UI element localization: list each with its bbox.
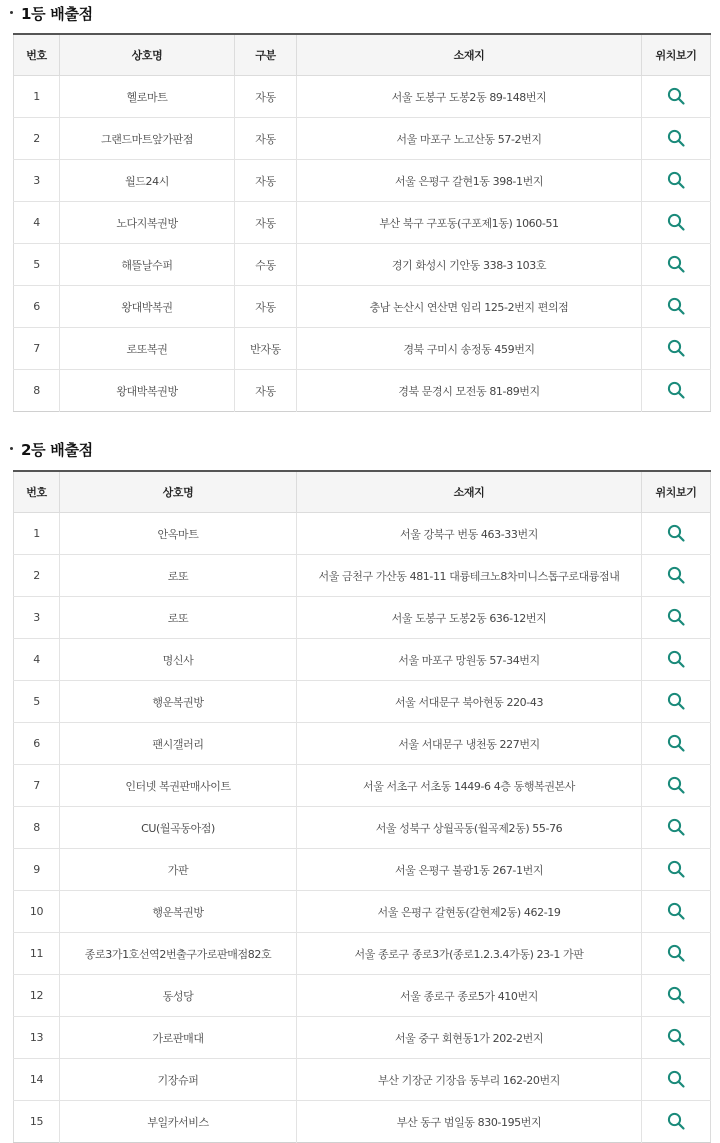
table-header-row <box>14 471 711 513</box>
cell-no: 3 <box>14 160 60 202</box>
search-icon-glyph <box>666 86 686 106</box>
cell-name: 부일카서비스 <box>60 1101 297 1143</box>
table-row <box>14 1017 711 1059</box>
cell-view <box>642 807 711 849</box>
cell-no: 7 <box>14 765 60 807</box>
cell-no: 7 <box>14 328 60 370</box>
bullet-icon <box>10 447 13 450</box>
search-icon[interactable] <box>665 901 687 923</box>
cell-address: 서울 종로구 종로3가(종로1.2.3.4가동) 23-1 가판 <box>297 933 642 975</box>
table-row <box>14 244 711 286</box>
cell-address: 서울 성북구 상월곡동(월곡제2동) 55-76 <box>297 807 642 849</box>
cell-address: 서울 은평구 불광1동 267-1번지 <box>297 849 642 891</box>
cell-view <box>642 639 711 681</box>
cell-view <box>642 681 711 723</box>
search-icon[interactable] <box>665 1111 687 1133</box>
cell-no: 4 <box>14 639 60 681</box>
cell-view <box>642 723 711 765</box>
column-header-address: 소재지 <box>297 34 642 76</box>
cell-no: 1 <box>14 513 60 555</box>
search-icon[interactable] <box>665 170 687 192</box>
search-icon-glyph <box>666 380 686 400</box>
cell-no: 2 <box>14 555 60 597</box>
cell-type: 자동 <box>235 202 297 244</box>
cell-address: 충남 논산시 연산면 임리 125-2번지 편의점 <box>297 286 642 328</box>
cell-no: 11 <box>14 933 60 975</box>
cell-name: 노다지복권방 <box>60 202 235 244</box>
cell-address: 경북 문경시 모전동 81-89번지 <box>297 370 642 412</box>
cell-name: 월드24시 <box>60 160 235 202</box>
cell-address: 부산 기장군 기장읍 동부리 162-20번지 <box>297 1059 642 1101</box>
table-row <box>14 513 711 555</box>
cell-name: 동성당 <box>60 975 297 1017</box>
search-icon[interactable] <box>665 859 687 881</box>
cell-name: 왕대박복권방 <box>60 370 235 412</box>
cell-name: 행운복권방 <box>60 891 297 933</box>
table-row <box>14 891 711 933</box>
cell-address: 서울 종로구 종로5가 410번지 <box>297 975 642 1017</box>
cell-name: 로또 <box>60 597 297 639</box>
search-icon-glyph <box>666 1069 686 1089</box>
table-row <box>14 76 711 118</box>
cell-no: 4 <box>14 202 60 244</box>
table-header-row <box>14 34 711 76</box>
cell-view <box>642 76 711 118</box>
section-title-second <box>10 439 93 460</box>
search-icon-glyph <box>666 775 686 795</box>
search-icon-glyph <box>666 212 686 232</box>
cell-view <box>642 891 711 933</box>
cell-name: 로또복권 <box>60 328 235 370</box>
cell-view <box>642 933 711 975</box>
cell-view <box>642 765 711 807</box>
table-row <box>14 807 711 849</box>
cell-name: 헬로마트 <box>60 76 235 118</box>
cell-type: 자동 <box>235 370 297 412</box>
cell-view <box>642 1059 711 1101</box>
search-icon-glyph <box>666 170 686 190</box>
section-title-text: 1등 배출점 <box>21 5 93 23</box>
cell-name: CU(월곡동아점) <box>60 807 297 849</box>
cell-view <box>642 118 711 160</box>
table-row <box>14 765 711 807</box>
search-icon-glyph <box>666 523 686 543</box>
section-title-text: 2등 배출점 <box>21 441 93 459</box>
cell-view <box>642 849 711 891</box>
search-icon[interactable] <box>665 128 687 150</box>
cell-view <box>642 244 711 286</box>
cell-name: 그랜드마트앞가판점 <box>60 118 235 160</box>
search-icon[interactable] <box>665 817 687 839</box>
second-prize-table <box>13 470 711 1143</box>
cell-name: 명신사 <box>60 639 297 681</box>
cell-view <box>642 160 711 202</box>
cell-no: 1 <box>14 76 60 118</box>
table-row <box>14 286 711 328</box>
cell-no: 13 <box>14 1017 60 1059</box>
cell-view <box>642 286 711 328</box>
cell-view <box>642 1101 711 1143</box>
cell-no: 8 <box>33 384 40 397</box>
search-icon-glyph <box>666 338 686 358</box>
search-icon[interactable] <box>665 1027 687 1049</box>
search-icon-glyph <box>666 607 686 627</box>
cell-view <box>642 202 711 244</box>
search-icon-glyph <box>666 254 686 274</box>
table-row <box>14 975 711 1017</box>
column-header-type: 구분 <box>235 34 297 76</box>
table-row <box>14 202 711 244</box>
cell-name: 가로판매대 <box>60 1017 297 1059</box>
cell-address: 서울 도봉구 도봉2동 636-12번지 <box>297 597 642 639</box>
search-icon[interactable] <box>665 212 687 234</box>
column-header-no: 번호 <box>14 471 60 513</box>
cell-name: 행운복권방 <box>60 681 297 723</box>
cell-address: 서울 은평구 갈현동(갈현제2동) 462-19 <box>297 891 642 933</box>
search-icon-glyph <box>666 901 686 921</box>
cell-name: 종로3가1호선역2번출구가로판매점82호 <box>60 933 297 975</box>
search-icon[interactable] <box>665 733 687 755</box>
cell-address: 경기 화성시 기안동 338-3 103호 <box>297 244 642 286</box>
cell-view <box>642 555 711 597</box>
cell-no: 14 <box>14 1059 60 1101</box>
table-row <box>14 681 711 723</box>
first-prize-table <box>13 33 711 412</box>
search-icon[interactable] <box>665 296 687 318</box>
search-icon[interactable] <box>665 775 687 797</box>
cell-address: 서울 금천구 가산동 481-11 대륭테크노8차미니스톱구로대륭점내 <box>297 555 642 597</box>
cell-address: 경북 구미시 송정동 459번지 <box>297 328 642 370</box>
cell-type: 자동 <box>235 286 297 328</box>
cell-type: 수동 <box>235 244 297 286</box>
cell-name: 해뜰날수퍼 <box>60 244 235 286</box>
table-row <box>14 723 711 765</box>
cell-no: 5 <box>14 244 60 286</box>
search-icon-glyph <box>666 859 686 879</box>
search-icon-glyph <box>666 943 686 963</box>
cell-name: 기장슈퍼 <box>60 1059 297 1101</box>
cell-no: 9 <box>14 849 60 891</box>
cell-address: 부산 북구 구포동(구포제1동) 1060-51 <box>297 202 642 244</box>
search-icon-glyph <box>666 296 686 316</box>
cell-type: 반자동 <box>235 328 297 370</box>
cell-address: 서울 은평구 갈현1동 398-1번지 <box>297 160 642 202</box>
cell-no: 3 <box>14 597 60 639</box>
cell-address: 서울 중구 회현동1가 202-2번지 <box>297 1017 642 1059</box>
cell-no: 15 <box>29 1115 44 1128</box>
cell-no: 12 <box>14 975 60 1017</box>
table-row <box>14 933 711 975</box>
search-icon[interactable] <box>665 649 687 671</box>
cell-view <box>642 597 711 639</box>
cell-no: 8 <box>14 807 60 849</box>
search-icon[interactable] <box>665 985 687 1007</box>
cell-address: 부산 동구 범일동 830-195번지 <box>297 1101 642 1143</box>
cell-name: 왕대박복권 <box>60 286 235 328</box>
search-icon[interactable] <box>665 86 687 108</box>
cell-view <box>642 370 711 412</box>
cell-address: 서울 서대문구 북아현동 220-43 <box>297 681 642 723</box>
search-icon-glyph <box>666 1027 686 1047</box>
column-header-name: 상호명 <box>60 471 297 513</box>
search-icon[interactable] <box>665 943 687 965</box>
search-icon-glyph <box>666 649 686 669</box>
cell-view <box>642 513 711 555</box>
cell-address: 서울 서대문구 냉천동 227번지 <box>297 723 642 765</box>
cell-name: 인터넷 복권판매사이트 <box>60 765 297 807</box>
cell-address: 서울 서초구 서초동 1449-6 4층 동행복권본사 <box>297 765 642 807</box>
table-row <box>14 1101 711 1143</box>
column-header-no: 번호 <box>14 34 60 76</box>
cell-no: 6 <box>14 286 60 328</box>
table-row <box>14 160 711 202</box>
column-header-name: 상호명 <box>60 34 235 76</box>
table-row <box>14 118 711 160</box>
column-header-view: 위치보기 <box>642 471 711 513</box>
cell-type: 자동 <box>235 160 297 202</box>
search-icon[interactable] <box>665 607 687 629</box>
search-icon-glyph <box>666 1111 686 1131</box>
table-row <box>14 328 711 370</box>
search-icon[interactable] <box>665 380 687 402</box>
search-icon-glyph <box>666 817 686 837</box>
cell-address: 서울 강북구 번동 463-33번지 <box>297 513 642 555</box>
cell-no: 2 <box>14 118 60 160</box>
search-icon-glyph <box>666 691 686 711</box>
table-row <box>14 1059 711 1101</box>
cell-name: 가판 <box>60 849 297 891</box>
cell-no: 5 <box>14 681 60 723</box>
search-icon-glyph <box>666 128 686 148</box>
cell-type: 자동 <box>235 76 297 118</box>
search-icon[interactable] <box>665 523 687 545</box>
cell-no: 10 <box>14 891 60 933</box>
cell-address: 서울 마포구 노고산동 57-2번지 <box>297 118 642 160</box>
cell-address: 서울 도봉구 도봉2동 89-148번지 <box>297 76 642 118</box>
search-icon-glyph <box>666 733 686 753</box>
cell-name: 팬시갤러리 <box>60 723 297 765</box>
search-icon[interactable] <box>665 254 687 276</box>
cell-name: 로또 <box>60 555 297 597</box>
cell-view <box>642 1017 711 1059</box>
search-icon[interactable] <box>665 565 687 587</box>
search-icon[interactable] <box>665 691 687 713</box>
cell-no: 6 <box>14 723 60 765</box>
table-row <box>14 370 711 412</box>
cell-address: 서울 마포구 망원동 57-34번지 <box>297 639 642 681</box>
column-header-address: 소재지 <box>297 471 642 513</box>
column-header-view: 위치보기 <box>642 34 711 76</box>
cell-type: 자동 <box>235 118 297 160</box>
cell-name: 안옥마트 <box>60 513 297 555</box>
table-row <box>14 639 711 681</box>
bullet-icon <box>10 11 13 14</box>
cell-view <box>642 975 711 1017</box>
search-icon-glyph <box>666 565 686 585</box>
table-row <box>14 849 711 891</box>
table-row <box>14 597 711 639</box>
section-title-first <box>10 3 93 24</box>
search-icon[interactable] <box>665 338 687 360</box>
table-row <box>14 555 711 597</box>
search-icon[interactable] <box>665 1069 687 1091</box>
cell-view <box>642 328 711 370</box>
search-icon-glyph <box>666 985 686 1005</box>
